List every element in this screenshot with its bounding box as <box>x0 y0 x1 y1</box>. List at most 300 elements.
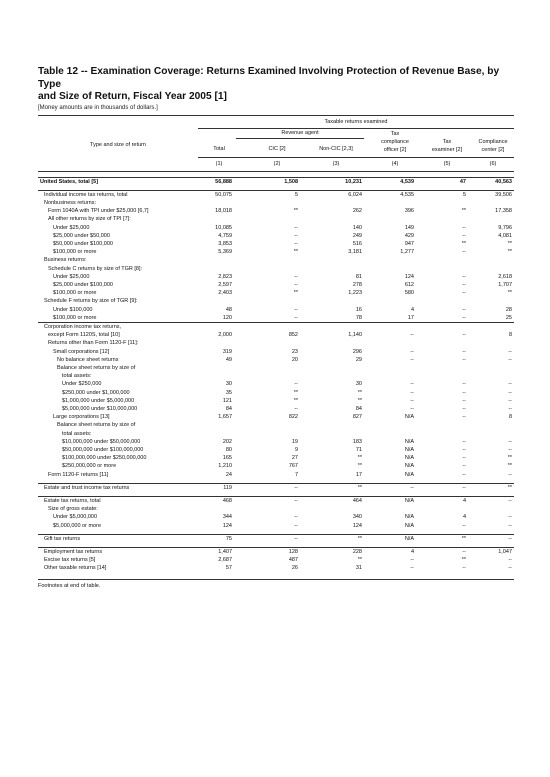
cell-col-4: 4,535 <box>366 190 418 199</box>
header-colnum-1: (1) <box>215 160 223 167</box>
cell-col-4: N/A <box>404 414 414 421</box>
row-label: Under $5,000,000 <box>53 514 98 521</box>
cell-col-6: ** <box>507 290 512 297</box>
cell-col-2: 9 <box>294 447 298 453</box>
table-row <box>38 438 514 446</box>
header-top-rule <box>38 115 514 116</box>
table-row <box>38 397 514 405</box>
cell-col-4: 17 <box>407 314 414 321</box>
cell-col-5: 4 <box>418 497 470 506</box>
cell-col-4 <box>366 421 418 429</box>
cell-col-3 <box>302 256 366 264</box>
header-total: Total <box>213 145 225 152</box>
cell-col-6: 1,047 <box>470 548 514 557</box>
cell-col-2: 128 <box>236 548 302 557</box>
cell-col-5: -- <box>462 290 466 297</box>
cell-col-6: -- <box>508 522 512 529</box>
row-label: Size of gross estate: <box>48 506 98 513</box>
cell-col-2: -- <box>236 483 302 492</box>
cell-col-6: -- <box>508 557 512 564</box>
row-label: Gift tax returns <box>38 534 198 543</box>
cell-col-5: -- <box>462 438 466 445</box>
cell-col-6: -- <box>508 356 512 363</box>
cell-col-3: 81 <box>355 273 362 280</box>
cell-col-5: -- <box>462 306 466 313</box>
table-row <box>38 534 514 543</box>
cell-col-6: 8 <box>508 332 512 339</box>
cell-col-5: 5 <box>418 190 470 199</box>
cell-col-1: 10,085 <box>215 224 232 231</box>
header-group-rule <box>198 128 514 129</box>
table-row <box>38 348 514 356</box>
cell-col-6 <box>470 322 514 331</box>
cell-col-1: 2,597 <box>218 281 232 288</box>
table-row <box>38 331 514 339</box>
cell-col-5: -- <box>462 405 466 412</box>
cell-col-3: 3,181 <box>348 249 362 256</box>
cell-col-2: -- <box>236 497 302 506</box>
cell-col-6: -- <box>508 514 512 521</box>
table-title-line-2: and Size of Return, Fiscal Year 2005 [1] <box>38 91 227 102</box>
table-row <box>38 522 514 530</box>
cell-col-1: 50,075 <box>198 190 236 199</box>
cell-col-4 <box>366 199 418 207</box>
row-label: United States, total [5] <box>38 177 198 186</box>
cell-col-5 <box>418 364 470 372</box>
cell-col-6: 4,081 <box>498 232 512 239</box>
row-label: Excise tax returns [5] <box>44 557 96 564</box>
cell-col-2: -- <box>294 306 298 313</box>
cell-col-1: 124 <box>222 522 232 529</box>
cell-col-6: ** <box>507 249 512 256</box>
table-row <box>38 322 514 331</box>
row-label: $1,000,000 under $5,000,000 <box>62 397 135 404</box>
table-row <box>38 564 514 572</box>
cell-col-6: -- <box>508 389 512 396</box>
cell-col-6: 2,618 <box>498 273 512 280</box>
cell-col-3 <box>302 430 366 438</box>
cell-col-5: -- <box>462 463 466 470</box>
cell-col-2: 1,508 <box>236 177 302 186</box>
table-row <box>38 265 514 273</box>
cell-col-6: -- <box>508 405 512 412</box>
cell-col-4: -- <box>410 557 414 564</box>
cell-col-5: -- <box>462 249 466 256</box>
table-row <box>38 413 514 421</box>
cell-col-3: 140 <box>352 224 362 231</box>
cell-col-2: ** <box>293 389 298 396</box>
row-label: $100,000 or more <box>53 314 97 321</box>
cell-col-4: 947 <box>404 240 414 247</box>
header-tco-3: officer [2] <box>383 146 407 153</box>
cell-col-5: ** <box>461 240 466 247</box>
cell-col-3: 84 <box>355 405 362 412</box>
cell-col-4: 580 <box>404 290 414 297</box>
cell-col-5 <box>418 256 470 264</box>
table-row <box>38 497 514 506</box>
cell-col-6: ** <box>470 483 514 492</box>
cell-col-5: -- <box>462 381 466 388</box>
header-tco-2: compliance <box>381 138 409 145</box>
row-label: Corporation income tax returns, <box>38 322 198 331</box>
cell-col-2: -- <box>294 314 298 321</box>
cell-col-1 <box>198 297 236 305</box>
row-label: $100,000 or more <box>53 249 97 256</box>
cell-col-4 <box>366 322 418 331</box>
cell-col-2 <box>236 297 302 305</box>
cell-col-4: 4 <box>366 548 418 557</box>
table-row <box>38 556 514 564</box>
cell-col-5: -- <box>462 389 466 396</box>
cell-col-5: -- <box>462 522 466 529</box>
cell-col-1 <box>198 199 236 207</box>
data-table-body <box>38 177 514 573</box>
cell-col-4: 429 <box>404 232 414 239</box>
cell-col-6: 1,707 <box>498 281 512 288</box>
row-label: Balance sheet returns by size of <box>57 422 136 429</box>
cell-col-5: -- <box>462 332 466 339</box>
row-label: Estate and trust income tax returns <box>38 483 198 492</box>
cell-col-2: -- <box>236 534 302 543</box>
cell-col-4: N/A <box>404 447 414 453</box>
cell-col-4: 149 <box>404 224 414 231</box>
row-label: Form 1040A with TPI under $25,000 [6,7] <box>48 208 149 215</box>
table-row <box>38 207 514 215</box>
cell-col-4 <box>366 372 418 380</box>
cell-col-5 <box>418 265 470 273</box>
cell-col-1: 202 <box>222 438 232 445</box>
cell-col-3: 249 <box>352 232 362 239</box>
cell-col-1: 2,823 <box>218 273 232 280</box>
cell-col-2: -- <box>294 405 298 412</box>
cell-col-2: ** <box>293 208 298 215</box>
cell-col-6 <box>470 372 514 380</box>
cell-col-4: N/A <box>366 534 418 543</box>
cell-col-1: 319 <box>222 348 232 355</box>
cell-col-2: 26 <box>291 565 298 572</box>
cell-col-4: N/A <box>404 471 414 478</box>
cell-col-1: 80 <box>225 447 232 453</box>
row-label: Nonbusiness returns: <box>44 199 96 206</box>
row-label: $100,000 or more <box>53 290 97 297</box>
cell-col-6: -- <box>508 438 512 445</box>
cell-col-6 <box>470 364 514 372</box>
cell-col-1: 2,403 <box>218 290 232 297</box>
cell-col-6: -- <box>508 397 512 404</box>
cell-col-5: -- <box>462 348 466 355</box>
row-label: Business returns: <box>44 257 87 264</box>
cell-col-5: ** <box>461 208 466 215</box>
cell-col-1: 468 <box>198 497 236 506</box>
table-row <box>38 199 514 207</box>
cell-col-5: -- <box>462 447 466 453</box>
footnote-reference: Footnotes at end of table. <box>38 579 514 589</box>
cell-col-3 <box>302 322 366 331</box>
table-row <box>38 405 514 413</box>
cell-col-2: 23 <box>291 348 298 355</box>
cell-col-5 <box>418 372 470 380</box>
cell-col-2: -- <box>294 224 298 231</box>
cell-col-4: N/A <box>404 463 414 470</box>
table-row <box>38 446 514 454</box>
cell-col-1 <box>198 256 236 264</box>
cell-col-3 <box>302 297 366 305</box>
cell-col-4: -- <box>410 389 414 396</box>
cell-col-2: -- <box>294 273 298 280</box>
cell-col-6: 40,563 <box>470 177 514 186</box>
table-row <box>38 190 514 199</box>
cell-col-2 <box>236 505 302 513</box>
cell-col-5: -- <box>462 455 466 462</box>
cell-col-3: 10,231 <box>302 177 366 186</box>
cell-col-4 <box>366 430 418 438</box>
row-label: Other taxable returns [14] <box>44 565 107 572</box>
row-label: $50,000,000 under $100,000,000 <box>62 447 144 453</box>
table-row <box>38 215 514 223</box>
cell-col-4: 1,277 <box>400 249 414 256</box>
cell-col-3 <box>302 339 366 347</box>
cell-col-1: 119 <box>198 483 236 492</box>
row-label: Returns other than Form 1120-F [11]: <box>48 340 139 347</box>
table-row <box>38 548 514 557</box>
row-label: No balance sheet returns <box>57 356 119 363</box>
cell-col-1: 3,853 <box>218 240 232 247</box>
cell-col-2: -- <box>294 232 298 239</box>
cell-col-2 <box>236 339 302 347</box>
cell-col-4: -- <box>410 332 414 339</box>
cell-col-2: 27 <box>291 455 298 462</box>
cell-col-5 <box>418 215 470 223</box>
cell-col-3: 262 <box>352 208 362 215</box>
cell-col-5: -- <box>418 483 470 492</box>
cell-col-3: 296 <box>352 348 362 355</box>
cell-col-3: 78 <box>355 314 362 321</box>
cell-col-3: 340 <box>352 514 362 521</box>
row-label: Under $250,000 <box>62 381 102 388</box>
cell-col-6 <box>470 430 514 438</box>
cell-col-4: -- <box>410 356 414 363</box>
cell-col-3 <box>302 199 366 207</box>
cell-col-3: ** <box>357 389 362 396</box>
row-label: Under $25,000 <box>53 224 90 231</box>
row-label: $250,000 under $1,000,000 <box>62 389 130 396</box>
cell-col-1 <box>198 339 236 347</box>
cell-col-4 <box>366 256 418 264</box>
row-label: Under $25,000 <box>53 273 90 280</box>
header-cc-1: Compliance <box>478 138 508 145</box>
cell-col-5 <box>418 430 470 438</box>
cell-col-3: ** <box>357 397 362 404</box>
cell-col-5: -- <box>462 224 466 231</box>
cell-col-5 <box>418 421 470 429</box>
cell-col-6: ** <box>507 463 512 470</box>
table-row <box>38 513 514 521</box>
header-te-1: Tax <box>442 138 452 145</box>
cell-col-1: 18,018 <box>215 208 232 215</box>
row-label: except Form 1120S, total [10] <box>48 332 120 339</box>
table-row <box>38 177 514 186</box>
header-type-and-size: Type and size of return <box>90 141 146 148</box>
cell-col-3: 516 <box>352 240 362 247</box>
cell-col-3: 71 <box>355 447 362 453</box>
cell-col-6 <box>470 265 514 273</box>
cell-col-2: -- <box>294 381 298 388</box>
header-cic: CIC [2] <box>268 145 286 152</box>
cell-col-5: -- <box>462 356 466 363</box>
cell-col-2 <box>236 199 302 207</box>
cell-col-6 <box>470 256 514 264</box>
cell-col-3: ** <box>357 557 362 564</box>
cell-col-6 <box>470 199 514 207</box>
cell-col-2: 7 <box>294 471 298 478</box>
cell-col-4: -- <box>410 565 414 572</box>
cell-col-3: 827 <box>352 414 362 421</box>
table-row <box>38 483 514 492</box>
cell-col-4: N/A <box>404 522 414 529</box>
table-row <box>38 314 514 323</box>
table-row <box>38 281 514 289</box>
cell-col-6: -- <box>508 447 512 453</box>
table-row <box>38 356 514 364</box>
table-row <box>38 364 514 372</box>
cell-col-6: 39,506 <box>470 190 514 199</box>
cell-col-3: 278 <box>352 281 362 288</box>
cell-col-1: 30 <box>225 381 232 388</box>
cell-col-4: -- <box>410 381 414 388</box>
table-row <box>38 240 514 248</box>
cell-col-6: -- <box>508 381 512 388</box>
cell-col-6: 28 <box>505 306 512 313</box>
cell-col-5: -- <box>462 397 466 404</box>
table-row <box>38 273 514 281</box>
cell-col-6: 8 <box>508 414 512 421</box>
header-columns-rule <box>198 157 514 158</box>
cell-col-1: 2,687 <box>218 557 232 564</box>
cell-col-1 <box>198 372 236 380</box>
header-colnum-2: (2) <box>273 160 281 167</box>
header-taxable-returns-examined: Taxable returns examined <box>324 118 388 125</box>
cell-col-4 <box>366 215 418 223</box>
cell-col-1: 2,000 <box>218 332 232 339</box>
cell-col-3 <box>302 265 366 273</box>
cell-col-1: 1,210 <box>218 463 232 470</box>
cell-col-4: N/A <box>404 514 414 521</box>
cell-col-5: -- <box>418 548 470 557</box>
cell-col-1 <box>198 430 236 438</box>
cell-col-1 <box>198 265 236 273</box>
row-label: Employment tax returns <box>38 548 198 557</box>
table-row <box>38 256 514 264</box>
cell-col-4: N/A <box>404 455 414 462</box>
cell-col-5: ** <box>461 557 466 564</box>
cell-col-3 <box>302 421 366 429</box>
cell-col-2: 20 <box>291 356 298 363</box>
table-row <box>38 505 514 513</box>
cell-col-3: 1,223 <box>348 290 362 297</box>
row-label: $250,000,000 or more <box>62 463 117 470</box>
cell-col-3 <box>302 364 366 372</box>
cell-col-5: -- <box>462 565 466 572</box>
cell-col-2 <box>236 265 302 273</box>
cell-col-1: 4,759 <box>218 232 232 239</box>
table-row <box>38 339 514 347</box>
cell-col-2: 822 <box>288 414 298 421</box>
cell-col-5: -- <box>462 471 466 478</box>
row-label: Estate tax returns, total <box>38 497 198 506</box>
cell-col-1: 1,407 <box>198 548 236 557</box>
table-row <box>38 389 514 397</box>
cell-col-6: -- <box>470 497 514 506</box>
cell-col-6: ** <box>507 455 512 462</box>
cell-col-1: 165 <box>222 455 232 462</box>
cell-col-5 <box>418 199 470 207</box>
cell-col-4: N/A <box>404 438 414 445</box>
row-label: $10,000,000 under $50,000,000 <box>62 438 141 445</box>
row-label: Form 1120-F returns [11] <box>48 471 109 478</box>
cell-col-2 <box>236 322 302 331</box>
cell-col-2: -- <box>294 281 298 288</box>
table-row <box>38 471 514 479</box>
cell-col-1: 35 <box>225 389 232 396</box>
cell-col-4 <box>366 339 418 347</box>
cell-col-3: 183 <box>352 438 362 445</box>
row-label: Individual income tax returns, total <box>38 190 198 199</box>
cell-col-3: ** <box>357 455 362 462</box>
header-colnum-5: (5) <box>443 160 451 167</box>
cell-col-4: -- <box>410 348 414 355</box>
header-bottom-rule <box>38 171 514 172</box>
table-header <box>38 115 514 177</box>
row-label: Schedule F returns by size of TGR [9]: <box>44 298 138 305</box>
header-revenue-agent-rule <box>236 138 364 139</box>
cell-col-6 <box>470 505 514 513</box>
cell-col-4: 612 <box>404 281 414 288</box>
cell-col-5 <box>418 297 470 305</box>
cell-col-3: ** <box>357 463 362 470</box>
row-label: $5,000,000 under $10,000,000 <box>62 405 138 412</box>
table-row <box>38 289 514 297</box>
cell-col-1: 56,888 <box>198 177 236 186</box>
cell-col-2: 487 <box>288 557 298 564</box>
row-label: Schedule C returns by size of TGR [8]: <box>48 265 143 272</box>
table-row <box>38 232 514 240</box>
cell-col-2: 852 <box>288 332 298 339</box>
row-label: $5,000,000 or more <box>53 522 102 529</box>
cell-col-3: 124 <box>352 522 362 529</box>
table-row <box>38 421 514 429</box>
cell-col-2: 19 <box>291 438 298 445</box>
cell-col-1 <box>198 505 236 513</box>
cell-col-4: N/A <box>366 497 418 506</box>
cell-col-2 <box>236 364 302 372</box>
cell-col-2 <box>236 372 302 380</box>
table-row <box>38 380 514 388</box>
cell-col-2: -- <box>294 240 298 247</box>
cell-col-3: 29 <box>355 356 362 363</box>
cell-col-1 <box>198 215 236 223</box>
cell-col-1: 48 <box>225 306 232 313</box>
cell-col-1: 121 <box>222 397 232 404</box>
row-label: $25,000 under $100,000 <box>53 281 113 288</box>
cell-col-5: -- <box>462 281 466 288</box>
cell-col-3: 16 <box>355 306 362 313</box>
cell-col-4: -- <box>410 405 414 412</box>
row-label: total assets: <box>62 373 92 380</box>
cell-col-2 <box>236 256 302 264</box>
cell-col-6: 25 <box>505 314 512 321</box>
cell-col-1: 5,369 <box>218 249 232 256</box>
header-revenue-agent: Revenue agent <box>281 129 319 136</box>
